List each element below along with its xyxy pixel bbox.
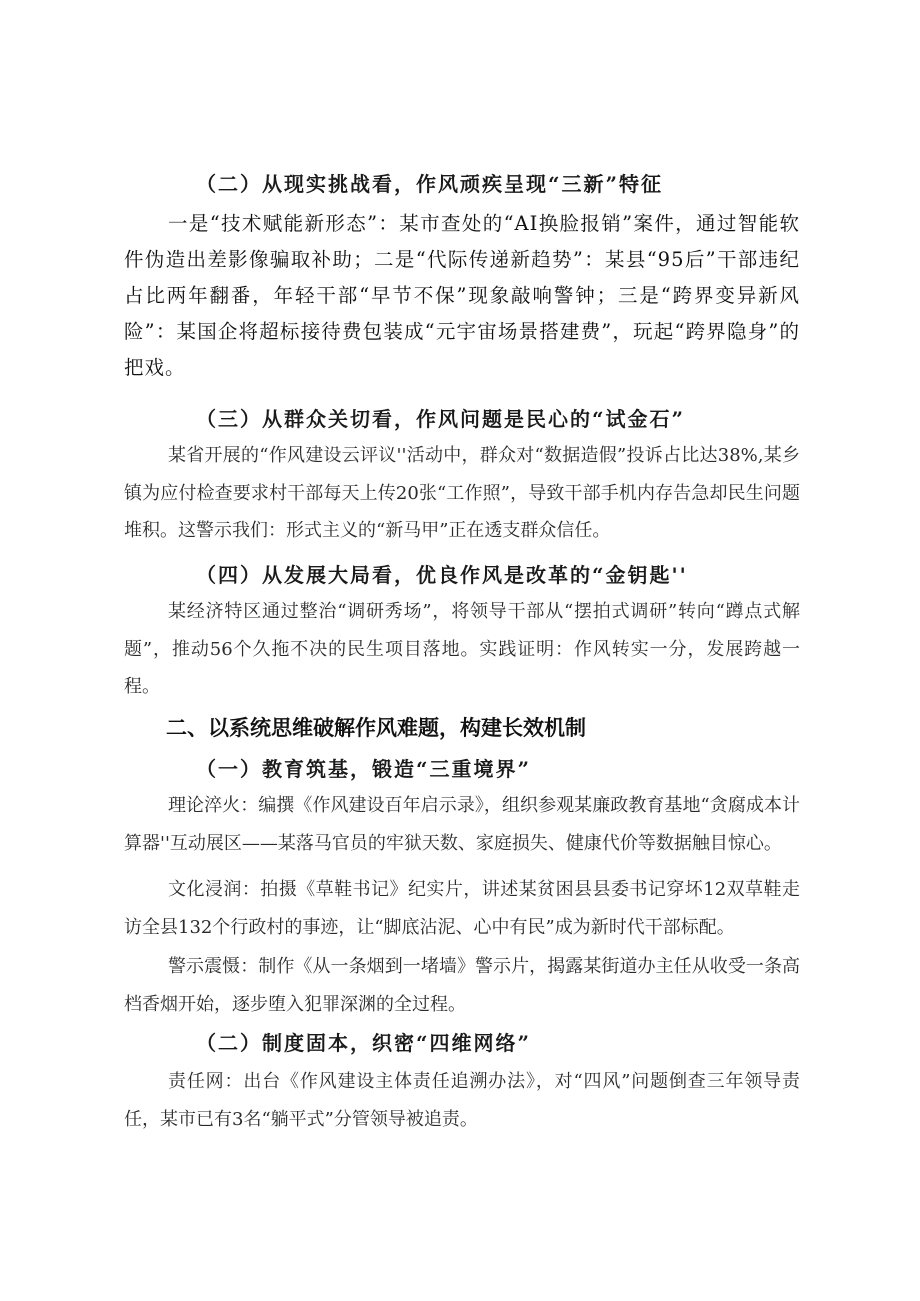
education-paragraph-3: 警示震慑：制作《从一条烟到一堵墙》警示片，揭露某街道办主任从收受一条高档香烟开始，逐步堕入犯罪深渊的全过程。 [124, 956, 800, 1015]
section-4-subtitle: （四）从发展大局看，优良作风是改革的“金钥匙'' [196, 563, 688, 587]
chapter-2-heading: 二、以系统思维破解作风难题，构建长效机制 [166, 716, 586, 740]
education-paragraph-2: 文化浸润：拍摄《草鞋书记》纪实片，讲述某贫困县县委书记穿坏12双草鞋走访全县132个行政村的事迹，让“脚底沾泥、心中有民”成为新时代干部标配。 [124, 879, 800, 938]
section-2-body: 一是“技术赋能新形态”：某市查处的“AI换脸报销”案件，通过智能软件伪造出差影像骗取补助；二是“代际传递新趋势”：某县“95后”干部违纪占比两年翻番，年轻干部“早节不保”现象敲响警钟；三是“跨界变异新风险”：某国企将超标接待费包装成“元宇宙场景搭建费”，玩起“跨界隐身”的把戏。 [124, 212, 800, 379]
section-4-body: 某经济特区通过整治“调研秀场”，将领导干部从“摆拍式调研”转向“蹲点式解题”，推动56个久拖不决的民生项目落地。实践证明：作风转实一分，发展跨越一程。 [124, 601, 800, 697]
section-3-subtitle: （三）从群众关切看，作风问题是民心的“试金石” [196, 407, 686, 431]
system-paragraph-1: 责任网：出台《作风建设主体责任追溯办法》，对“四风”问题倒查三年领导责任，某市已有3名“躺平式”分管领导被追责。 [124, 1071, 800, 1130]
section-2-subtitle: （二）从现实挑战看，作风顽疾呈现“三新”特征 [196, 172, 664, 196]
education-paragraph-1: 理论淬火：编撰《作风建设百年启示录》，组织参观某廉政教育基地“贪腐成本计算器''互动展区——某落马官员的牢狱天数、家庭损失、健康代价等数据触目惊心。 [124, 795, 800, 854]
section-3-body: 某省开展的“作风建设云评议''活动中，群众对“数据造假”投诉占比达38%,某乡镇为应付检查要求村干部每天上传20张“工作照”，导致干部手机内存告急却民生问题堆积。这警示我们：形式主义的“新马甲”正在透支群众信任。 [124, 445, 800, 541]
chapter-2-sub-2-title: （二）制度固本，织密“四维网络” [196, 1031, 532, 1055]
chapter-2-sub-1-title: （一）教育筑基，锻造“三重境界” [196, 757, 532, 781]
